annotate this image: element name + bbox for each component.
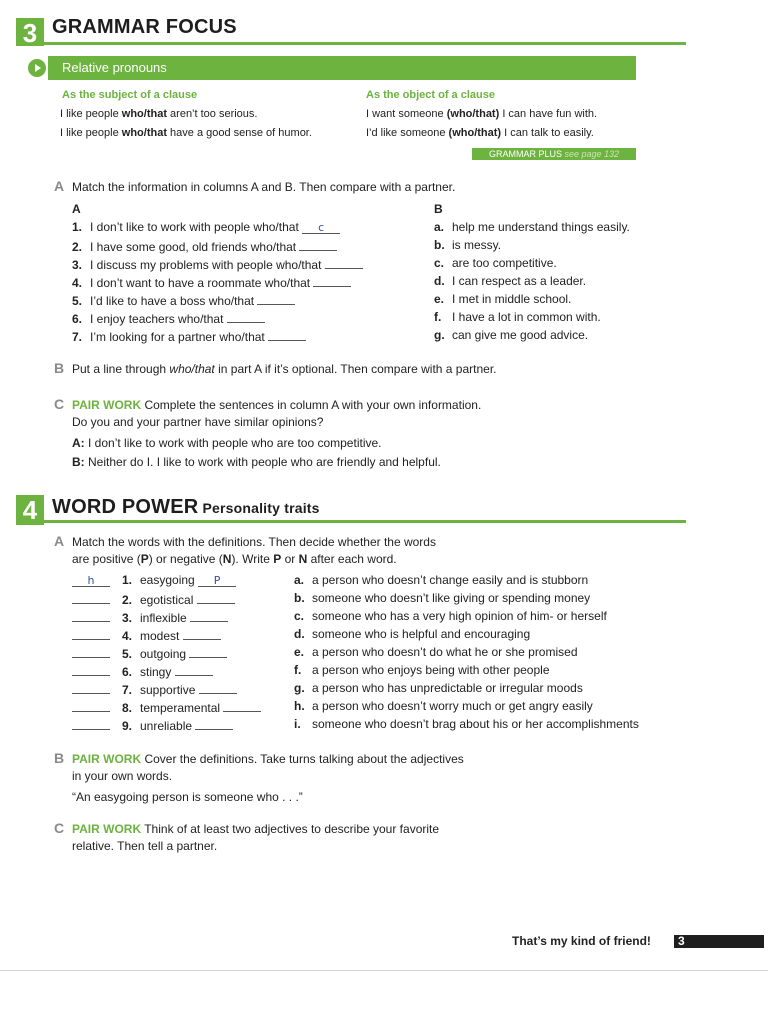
- list-item: e. a person who doesn’t do what he or she promised: [294, 645, 578, 659]
- list-item: i. someone who doesn’t brag about his or her accomplishments: [294, 717, 639, 731]
- pn-blank[interactable]: [195, 717, 233, 730]
- exercise-b-instruction: Put a line through who/that in part A if it’s optional. Then compare with a partner.: [72, 362, 497, 376]
- list-item: g. a person who has unpredictable or irregular moods: [294, 681, 583, 695]
- page-number: 3: [678, 934, 685, 948]
- list-item: b. someone who doesn’t like giving or spending money: [294, 591, 591, 605]
- section-number-4: 4: [16, 495, 44, 525]
- object-example-2: I’d like someone (who/that) I can talk to easily.: [366, 127, 594, 139]
- list-item: 7. supportive: [72, 681, 237, 697]
- match-blank[interactable]: [72, 627, 110, 640]
- answer-blank[interactable]: c: [302, 221, 340, 234]
- list-item: c. someone who has a very high opinion of him- or herself: [294, 609, 607, 623]
- list-item: h 1. easygoing P: [72, 573, 236, 587]
- list-item: d. someone who is helpful and encouraging: [294, 627, 531, 641]
- exercise-letter-b: B: [54, 750, 65, 766]
- answer-blank[interactable]: [268, 328, 306, 341]
- play-icon[interactable]: [28, 59, 46, 77]
- exercise-letter-b: B: [54, 360, 65, 376]
- list-item: f. a person who enjoys being with other people: [294, 663, 550, 677]
- match-blank[interactable]: [72, 681, 110, 694]
- list-item: 1. I don’t like to work with people who/that c: [72, 220, 340, 234]
- exercise-c-line-1: PAIR WORK Complete the sentences in column A with your own information.: [72, 398, 482, 412]
- list-item: h. a person who doesn’t worry much or get angry easily: [294, 699, 593, 713]
- dialogue-line-a: A: I don’t like to work with people who are too competitive.: [72, 436, 382, 450]
- section-title-word-power: WORD POWER Personality traits: [52, 496, 320, 518]
- answer-blank[interactable]: [257, 292, 295, 305]
- pn-blank[interactable]: [189, 645, 227, 658]
- list-item: 6. stingy: [72, 663, 213, 679]
- pn-blank[interactable]: [199, 681, 237, 694]
- page-edge-line: [0, 970, 768, 971]
- pn-blank[interactable]: [183, 627, 221, 640]
- list-item: d. I can respect as a leader.: [434, 274, 587, 288]
- answer-blank[interactable]: [227, 310, 265, 323]
- list-item: 5. I’d like to have a boss who/that: [72, 292, 295, 308]
- object-example-1: I want someone (who/that) I can have fun with.: [366, 108, 598, 120]
- list-item: 8. temperamental: [72, 699, 261, 715]
- list-item: a. help me understand things easily.: [434, 220, 630, 234]
- subject-heading: As the subject of a clause: [62, 89, 198, 101]
- footer-page-bar: [674, 935, 764, 948]
- list-item: 7. I’m looking for a partner who/that: [72, 328, 306, 344]
- exercise-letter-c: C: [54, 396, 65, 412]
- column-a-heading: A: [72, 202, 81, 216]
- grammar-plus-link[interactable]: GRAMMAR PLUS see page 132: [472, 148, 636, 160]
- exercise-c-line-2: Do you and your partner have similar opinions?: [72, 415, 324, 429]
- list-item: 3. inflexible: [72, 609, 228, 625]
- match-blank[interactable]: [72, 699, 110, 712]
- list-item: g. can give me good advice.: [434, 328, 589, 342]
- list-item: 9. unreliable: [72, 717, 233, 733]
- dialogue-line-b: B: Neither do I. I like to work with people who are friendly and helpful.: [72, 455, 441, 469]
- list-item: 5. outgoing: [72, 645, 227, 661]
- object-heading: As the object of a clause: [366, 89, 495, 101]
- word-power-c-line-1: PAIR WORK Think of at least two adjectives to describe your favorite: [72, 822, 440, 836]
- list-item: e. I met in middle school.: [434, 292, 572, 306]
- grammar-box-title: Relative pronouns: [62, 60, 167, 75]
- exercise-letter-a: A: [54, 533, 65, 549]
- word-power-b-quote: “An easygoing person is someone who . . .”: [72, 790, 303, 804]
- pn-blank[interactable]: [197, 591, 235, 604]
- list-item: 3. I discuss my problems with people who/that: [72, 256, 363, 272]
- subject-example-2: I like people who/that have a good sense of humor.: [60, 127, 312, 139]
- word-power-b-line-2: in your own words.: [72, 769, 173, 783]
- word-power-a-line-2: are positive (P) or negative (N). Write P or N after each word.: [72, 552, 397, 566]
- list-item: 2. I have some good, old friends who/that: [72, 238, 337, 254]
- list-item: f. I have a lot in common with.: [434, 310, 601, 324]
- match-blank[interactable]: [72, 717, 110, 730]
- match-blank[interactable]: [72, 645, 110, 658]
- section-rule: [44, 520, 686, 523]
- word-power-c-line-2: relative. Then tell a partner.: [72, 839, 218, 853]
- answer-blank[interactable]: [325, 256, 363, 269]
- list-item: a. a person who doesn’t change easily and is stubborn: [294, 573, 589, 587]
- column-b-heading: B: [434, 202, 443, 216]
- answer-blank[interactable]: [299, 238, 337, 251]
- list-item: c. are too competitive.: [434, 256, 557, 270]
- match-blank[interactable]: [72, 609, 110, 622]
- exercise-a-instruction: Match the information in columns A and B. Then compare with a partner.: [72, 180, 456, 194]
- section-title-grammar-focus: GRAMMAR FOCUS: [52, 16, 237, 38]
- answer-blank[interactable]: [313, 274, 351, 287]
- word-power-a-line-1: Match the words with the definitions. Then decide whether the words: [72, 535, 436, 549]
- section-number-3: 3: [16, 18, 44, 46]
- pn-blank[interactable]: P: [198, 574, 236, 587]
- pn-blank[interactable]: [175, 663, 213, 676]
- list-item: 4. modest: [72, 627, 221, 643]
- list-item: 2. egotistical: [72, 591, 235, 607]
- exercise-letter-a: A: [54, 178, 65, 194]
- pn-blank[interactable]: [223, 699, 261, 712]
- exercise-letter-c: C: [54, 820, 65, 836]
- match-blank[interactable]: [72, 663, 110, 676]
- match-blank[interactable]: h: [72, 574, 110, 587]
- word-power-b-line-1: PAIR WORK Cover the definitions. Take turns talking about the adjectives: [72, 752, 464, 766]
- list-item: 6. I enjoy teachers who/that: [72, 310, 265, 326]
- pn-blank[interactable]: [190, 609, 228, 622]
- footer-unit-title: That’s my kind of friend!: [512, 934, 651, 948]
- section-rule: [44, 42, 686, 45]
- list-item: 4. I don’t want to have a roommate who/that: [72, 274, 351, 290]
- list-item: b. is messy.: [434, 238, 502, 252]
- match-blank[interactable]: [72, 591, 110, 604]
- subject-example-1: I like people who/that aren’t too serious.: [60, 108, 258, 120]
